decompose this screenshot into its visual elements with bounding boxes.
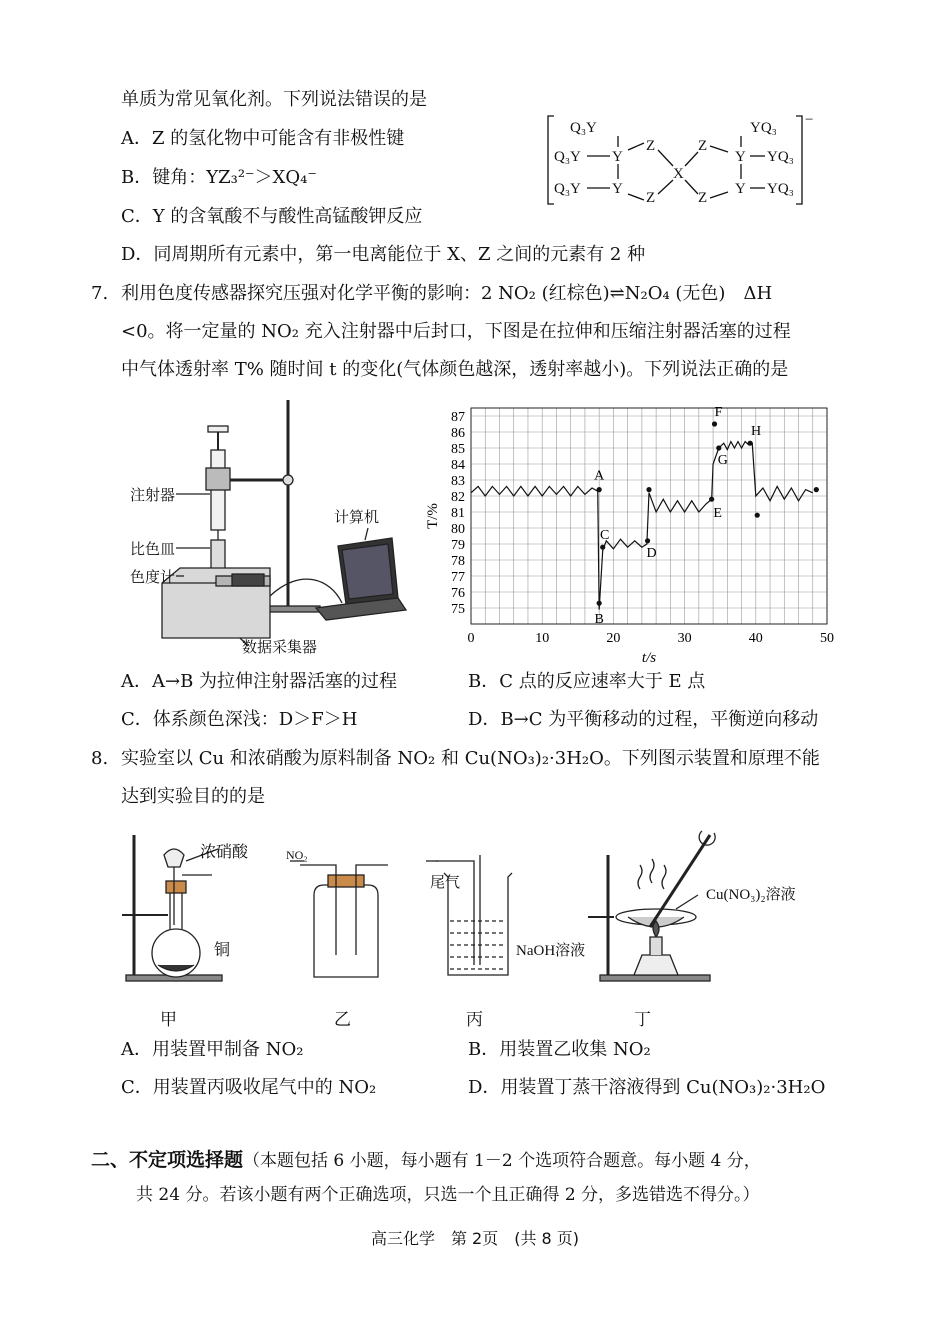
- plot-frame: [471, 408, 827, 624]
- data-dot: [646, 487, 651, 492]
- struct-charge: −: [805, 112, 814, 128]
- y-tick-label: 80: [451, 522, 465, 537]
- q7-line2: <0。将一定量的 NO₂ 充入注射器中后封口，下图是在拉伸和压缩注射器活塞的过程: [121, 321, 791, 342]
- y-tick-label: 84: [451, 458, 465, 473]
- q7-transmittance-chart: [425, 398, 855, 668]
- label-colorimeter: 色度计: [130, 570, 176, 586]
- y-tick-label: 79: [451, 538, 465, 553]
- x-tick-label: 10: [535, 631, 550, 646]
- x-tick-label: 20: [606, 631, 621, 646]
- label-computer: 计算机: [334, 510, 380, 526]
- q6-option-a: A．Z 的氢化物中可能含有非极性键: [121, 128, 405, 149]
- point-label-H: H: [751, 424, 762, 440]
- struct-y-2: Y: [612, 181, 623, 197]
- point-C: [600, 545, 605, 550]
- q7-apparatus-figure: [120, 398, 420, 658]
- struct-z-1: Z: [646, 138, 656, 154]
- y-tick-label: 86: [451, 426, 465, 441]
- point-G: [716, 445, 721, 450]
- y-tick-label: 75: [451, 602, 465, 617]
- q8-option-b: B．用装置乙收集 NO₂: [468, 1039, 651, 1060]
- q7-line3: 中气体透射率 T% 随时间 t 的变化(气体颜色越深，透射率越小)。下列说法正确的是: [121, 359, 789, 380]
- struct-q3y-top: Q₃Y: [570, 120, 597, 136]
- point-F: [712, 421, 717, 426]
- struct-z-3: Z: [698, 138, 708, 154]
- struct-q3y-mid: Q₃Y: [554, 149, 581, 165]
- label-naoh: NaOH溶液: [516, 943, 586, 959]
- struct-y-1: Y: [612, 149, 623, 165]
- label-cu-solution: Cu(NO₃)₂溶液: [706, 887, 796, 903]
- struct-q3y-bot: Q₃Y: [554, 181, 581, 197]
- q7-line1: 利用色度传感器探究压强对化学平衡的影响：2 NO₂ (红棕色)⇌N₂O₄ (无色) ΔH: [121, 283, 773, 304]
- struct-yq3-mid: YQ₃: [767, 149, 794, 165]
- q8-line1: 实验室以 Cu 和浓硝酸为原料制备 NO₂ 和 Cu(NO₃)₂·3H₂O。下列图示装置和原理不能: [121, 748, 820, 769]
- label-copper: 铜: [214, 942, 231, 959]
- q7-option-d: D．B→C 为平衡移动的过程，平衡逆向移动: [468, 709, 819, 730]
- label-no2: NO₂: [286, 848, 308, 862]
- point-label-C: C: [600, 528, 610, 544]
- data-dot: [755, 513, 760, 518]
- section2-line2: 共 24 分。若该小题有两个正确选项，只选一个且正确得 2 分，多选错选不得分。）: [136, 1185, 760, 1205]
- x-tick-label: 50: [820, 631, 834, 646]
- x-tick-label: 0: [467, 631, 475, 646]
- q8-apparatus-figure: [118, 825, 838, 1035]
- point-label-E: E: [713, 506, 722, 522]
- label-collector: 数据采集器: [242, 640, 318, 656]
- label-nitric-acid: 浓硝酸: [200, 844, 249, 861]
- page-footer: 高三化学 第 2页 (共 8 页): [370, 1229, 580, 1248]
- y-tick-label: 81: [451, 506, 465, 521]
- y-tick-label: 78: [451, 554, 465, 569]
- point-B: [597, 601, 602, 606]
- label-cuvette: 比色皿: [130, 542, 176, 558]
- section2-heading: [91, 1147, 761, 1174]
- q6-option-b: B．键角：YZ₃²⁻＞XQ₄⁻: [121, 167, 317, 188]
- y-tick-label: 76: [451, 586, 465, 601]
- y-tick-label: 77: [451, 570, 465, 585]
- struct-y-4: Y: [735, 181, 746, 197]
- section2-line1: （本题包括 6 小题，每小题有 1－2 个选项符合题意。每小题 4 分，: [243, 1151, 761, 1171]
- caption-ding: 丁: [634, 1010, 651, 1029]
- point-label-G: G: [717, 453, 728, 468]
- q7-option-a: A．A→B 为拉伸注射器活塞的过程: [121, 671, 398, 692]
- caption-bing: 丙: [466, 1010, 483, 1029]
- q7-option-c: C．体系颜色深浅：D＞F＞H: [121, 709, 358, 730]
- y-tick-label: 83: [451, 474, 465, 489]
- point-label-B: B: [594, 612, 604, 628]
- struct-z-4: Z: [698, 190, 708, 206]
- y-tick-label: 82: [451, 490, 465, 505]
- q6-option-d: D．同周期所有元素中，第一电离能位于 X、Z 之间的元素有 2 种: [121, 244, 646, 265]
- point-H: [748, 441, 753, 446]
- y-tick-label: 85: [451, 442, 465, 457]
- y-axis-label: T/%: [425, 503, 441, 529]
- q7-option-b: B．C 点的反应速率大于 E 点: [468, 671, 706, 692]
- point-A: [597, 487, 602, 492]
- x-tick-label: 30: [677, 631, 692, 646]
- struct-x: X: [673, 166, 684, 182]
- point-E: [709, 497, 714, 502]
- q8-option-d: D．用装置丁蒸干溶液得到 Cu(NO₃)₂·3H₂O: [468, 1077, 826, 1098]
- point-label-D: D: [646, 545, 657, 561]
- q8-number: 8.: [91, 748, 109, 769]
- point-label-A: A: [594, 468, 605, 484]
- y-tick-label: 87: [451, 410, 465, 425]
- section2-title: 二、不定项选择题: [91, 1149, 244, 1171]
- struct-y-3: Y: [735, 149, 746, 165]
- point-D: [645, 538, 650, 543]
- struct-yq3-bot: YQ₃: [767, 181, 794, 197]
- struct-z-2: Z: [646, 190, 656, 206]
- caption-jia: 甲: [160, 1010, 177, 1029]
- data-dot: [814, 487, 819, 492]
- q8-line2: 达到实验目的的是: [121, 786, 265, 807]
- label-tail-gas: 尾气: [430, 875, 461, 891]
- label-syringe: 注射器: [130, 488, 176, 504]
- q6-structure-diagram: [540, 110, 830, 210]
- struct-yq3-top: YQ₃: [750, 120, 777, 136]
- x-axis-label: t/s: [641, 650, 657, 666]
- q6-option-c: C．Y 的含氧酸不与酸性高锰酸钾反应: [121, 206, 423, 227]
- q8-option-a: A．用装置甲制备 NO₂: [121, 1039, 304, 1060]
- q7-number: 7.: [91, 283, 109, 304]
- intro-line: 单质为常见氧化剂。下列说法错误的是: [121, 89, 427, 110]
- caption-yi: 乙: [334, 1010, 351, 1029]
- point-label-F: F: [714, 405, 723, 420]
- x-tick-label: 40: [748, 631, 763, 646]
- q8-option-c: C．用装置丙吸收尾气中的 NO₂: [121, 1077, 377, 1098]
